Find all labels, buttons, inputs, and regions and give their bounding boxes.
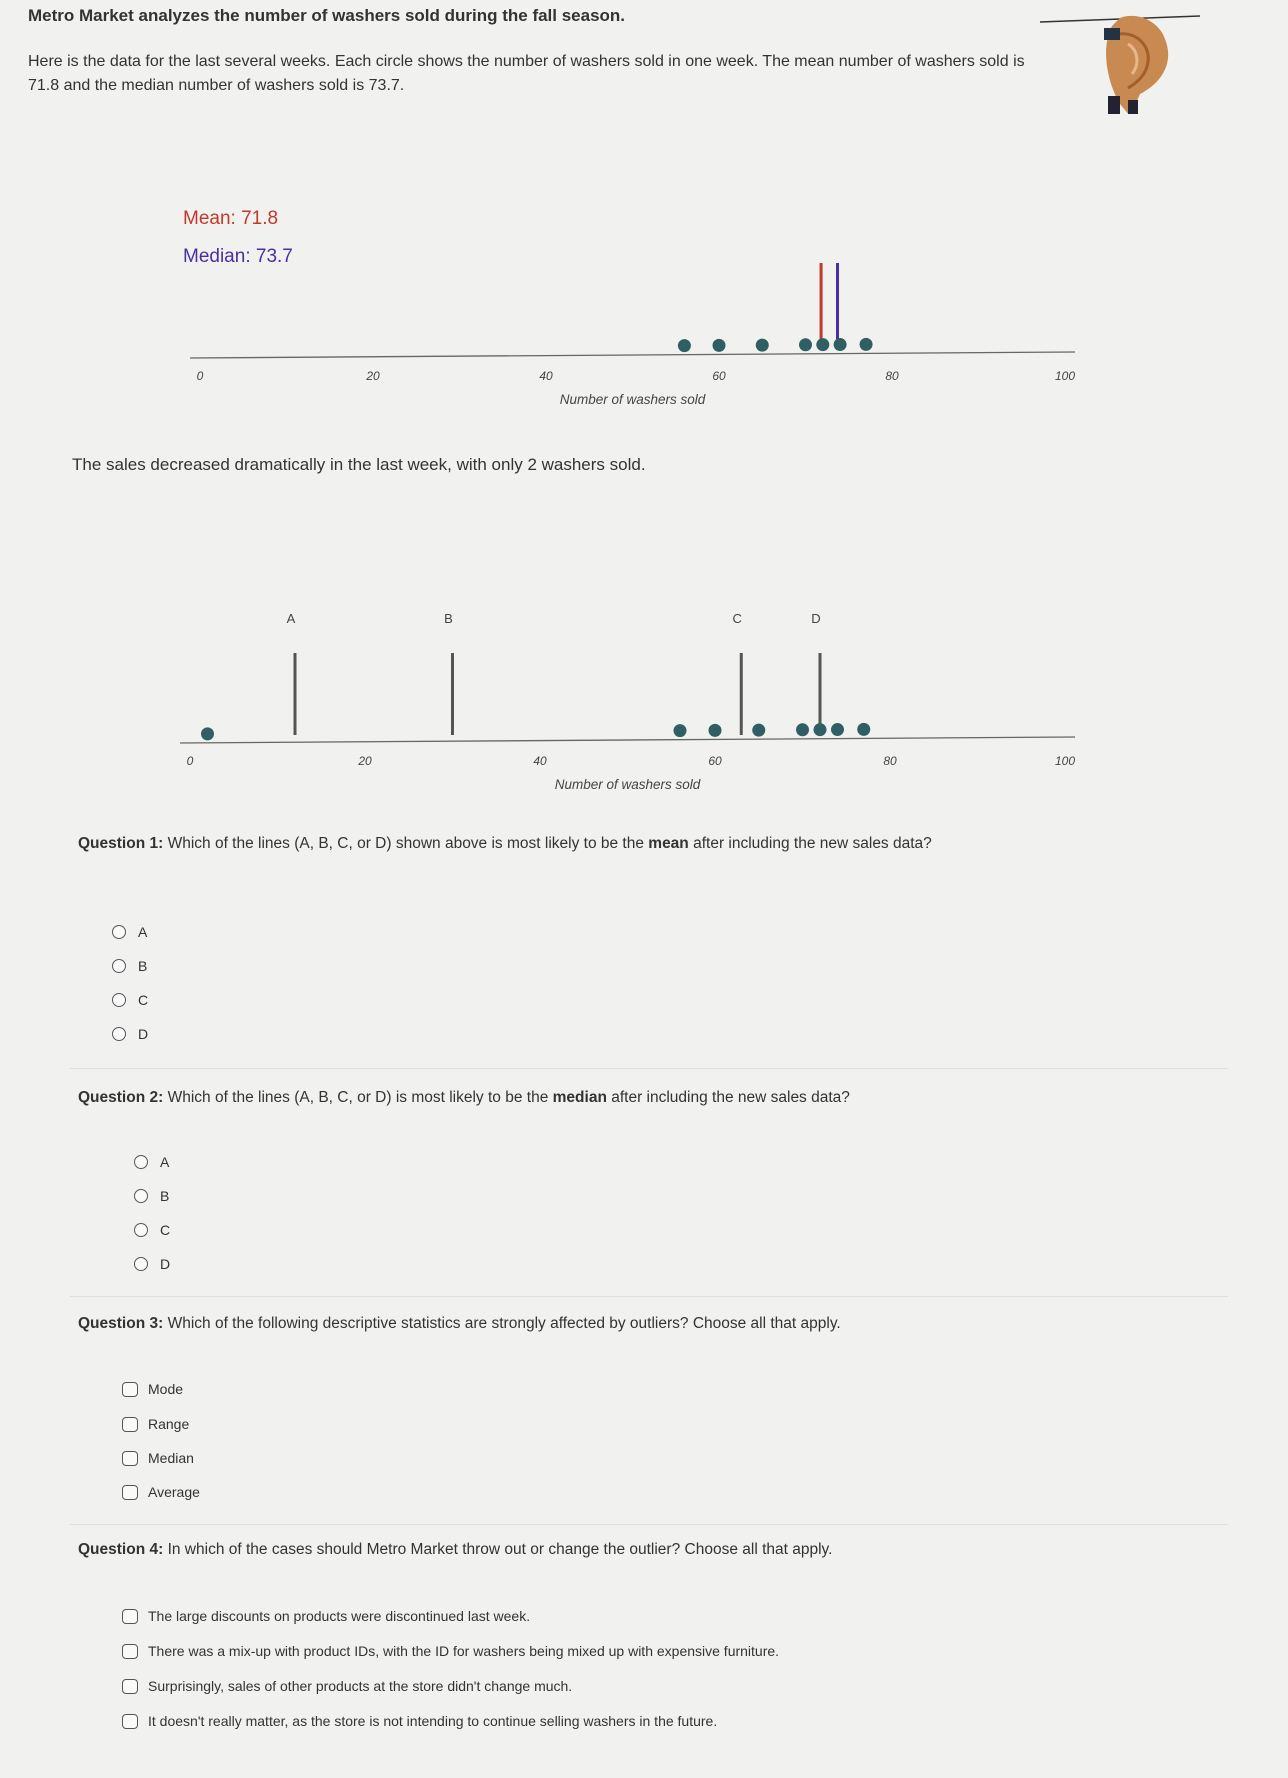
question-1: [78, 832, 1218, 856]
tick-label: 60: [708, 754, 722, 768]
data-point: [834, 338, 847, 351]
data-point: [756, 339, 769, 352]
tick-label: 20: [366, 369, 380, 383]
question-3: [78, 1312, 1218, 1336]
dot-plot-1: [160, 250, 1120, 420]
radio-icon[interactable]: [134, 1257, 148, 1271]
q1-option-d[interactable]: D: [112, 1026, 148, 1042]
median-label: Median: 73.7: [183, 246, 293, 267]
data-point: [799, 338, 812, 351]
question-4-text: In which of the cases should Metro Market throw out or change the outlier? Choose all that apply.: [167, 1541, 833, 1558]
question-3-text: Which of the following descriptive statistics are strongly affected by outliers? Choose all that apply.: [167, 1315, 841, 1332]
line-label: C: [732, 611, 742, 626]
q3-option-mode[interactable]: Mode: [122, 1381, 183, 1397]
question-4-number: Question 4:: [78, 1541, 164, 1558]
q3-option-median[interactable]: Median: [122, 1450, 194, 1466]
question-3-number: Question 3:: [78, 1315, 164, 1332]
checkbox-icon[interactable]: [122, 1382, 138, 1397]
question-1-bold-word: mean: [648, 835, 689, 852]
tick-label: 40: [533, 754, 547, 768]
q2-option-a[interactable]: A: [134, 1154, 169, 1170]
radio-icon[interactable]: [112, 993, 126, 1007]
question-4: [78, 1538, 1218, 1562]
q3-option-average[interactable]: Average: [122, 1484, 200, 1500]
question-2-text-after: after including the new sales data?: [611, 1089, 850, 1106]
x-axis: [180, 737, 1075, 743]
checkbox-icon[interactable]: [122, 1679, 138, 1694]
question-2: [78, 1086, 1218, 1110]
intro-text: Metro Market analyzes the number of washers sold during the fall season.: [28, 6, 626, 25]
checkbox-icon[interactable]: [122, 1451, 138, 1466]
tick-label: 40: [539, 369, 553, 383]
tick-label: 60: [712, 369, 726, 383]
q2-option-d[interactable]: D: [134, 1256, 170, 1272]
divider: [70, 1524, 1228, 1525]
q1-option-a[interactable]: A: [112, 924, 147, 940]
data-point: [674, 724, 687, 737]
data-description: Here is the data for the last several weeks. Each circle shows the number of washers sold in one week. The mean number of washers sold is 71.8 and the median number of washers sold is 73.7.: [28, 53, 1025, 94]
tick-label: 0: [196, 369, 204, 383]
data-point: [814, 723, 827, 736]
data-point: [860, 338, 873, 351]
checkbox-icon[interactable]: [122, 1644, 138, 1659]
checkbox-icon[interactable]: [122, 1417, 138, 1432]
radio-icon[interactable]: [134, 1189, 148, 1203]
line-label: A: [286, 611, 296, 626]
divider: [70, 1296, 1228, 1297]
question-1-text-before: Which of the lines (A, B, C, or D) shown above is most likely to be the: [167, 835, 644, 852]
x-axis-label: Number of washers sold: [554, 777, 701, 790]
data-point: [201, 727, 214, 740]
checkbox-icon[interactable]: [122, 1609, 138, 1624]
tick-label: 100: [1054, 369, 1076, 383]
data-point: [816, 338, 829, 351]
sales-decrease-statement: The sales decreased dramatically in the last week, with only 2 washers sold.: [72, 455, 646, 474]
question-2-number: Question 2:: [78, 1089, 164, 1106]
q2-option-b[interactable]: B: [134, 1188, 169, 1204]
x-axis-label: Number of washers sold: [559, 392, 706, 407]
q3-option-range[interactable]: Range: [122, 1416, 189, 1432]
q4-option-3[interactable]: Surprisingly, sales of other products at the store didn't change much.: [122, 1678, 572, 1694]
radio-icon[interactable]: [112, 959, 126, 973]
checkbox-icon[interactable]: [122, 1714, 138, 1729]
question-2-bold-word: median: [552, 1089, 607, 1106]
line-label: D: [811, 611, 821, 626]
tick-label: 100: [1054, 754, 1076, 768]
dot-plot-2: [160, 600, 1120, 790]
tick-label: 20: [358, 754, 372, 768]
x-axis: [190, 352, 1075, 358]
question-1-number: Question 1:: [78, 835, 164, 852]
line-label: B: [444, 611, 453, 626]
tick-label: 0: [186, 754, 194, 768]
q4-option-2[interactable]: There was a mix-up with product IDs, with the ID for washers being mixed up with expensive furniture.: [122, 1643, 779, 1659]
q1-option-c[interactable]: C: [112, 992, 148, 1008]
data-point: [857, 723, 870, 736]
question-1-text-after: after including the new sales data?: [693, 835, 932, 852]
data-point: [709, 724, 722, 737]
q1-option-b[interactable]: B: [112, 958, 147, 974]
radio-icon[interactable]: [134, 1223, 148, 1237]
data-point: [752, 724, 765, 737]
question-2-text-before: Which of the lines (A, B, C, or D) is most likely to be the: [167, 1089, 549, 1106]
data-point: [678, 339, 691, 352]
radio-icon[interactable]: [134, 1155, 148, 1169]
tick-label: 80: [885, 369, 899, 383]
radio-icon[interactable]: [112, 1027, 126, 1041]
divider: [70, 1068, 1228, 1069]
data-point: [796, 723, 809, 736]
radio-icon[interactable]: [112, 925, 126, 939]
mean-label: Mean: 71.8: [183, 208, 279, 229]
tick-label: 80: [883, 754, 897, 768]
q4-option-4[interactable]: It doesn't really matter, as the store is not intending to continue selling washers in the future.: [122, 1713, 717, 1729]
checkbox-icon[interactable]: [122, 1485, 138, 1500]
q4-option-1[interactable]: The large discounts on products were discontinued last week.: [122, 1608, 530, 1624]
q2-option-c[interactable]: C: [134, 1222, 170, 1238]
data-point: [713, 339, 726, 352]
decorative-image: [1040, 4, 1200, 114]
data-point: [831, 723, 844, 736]
